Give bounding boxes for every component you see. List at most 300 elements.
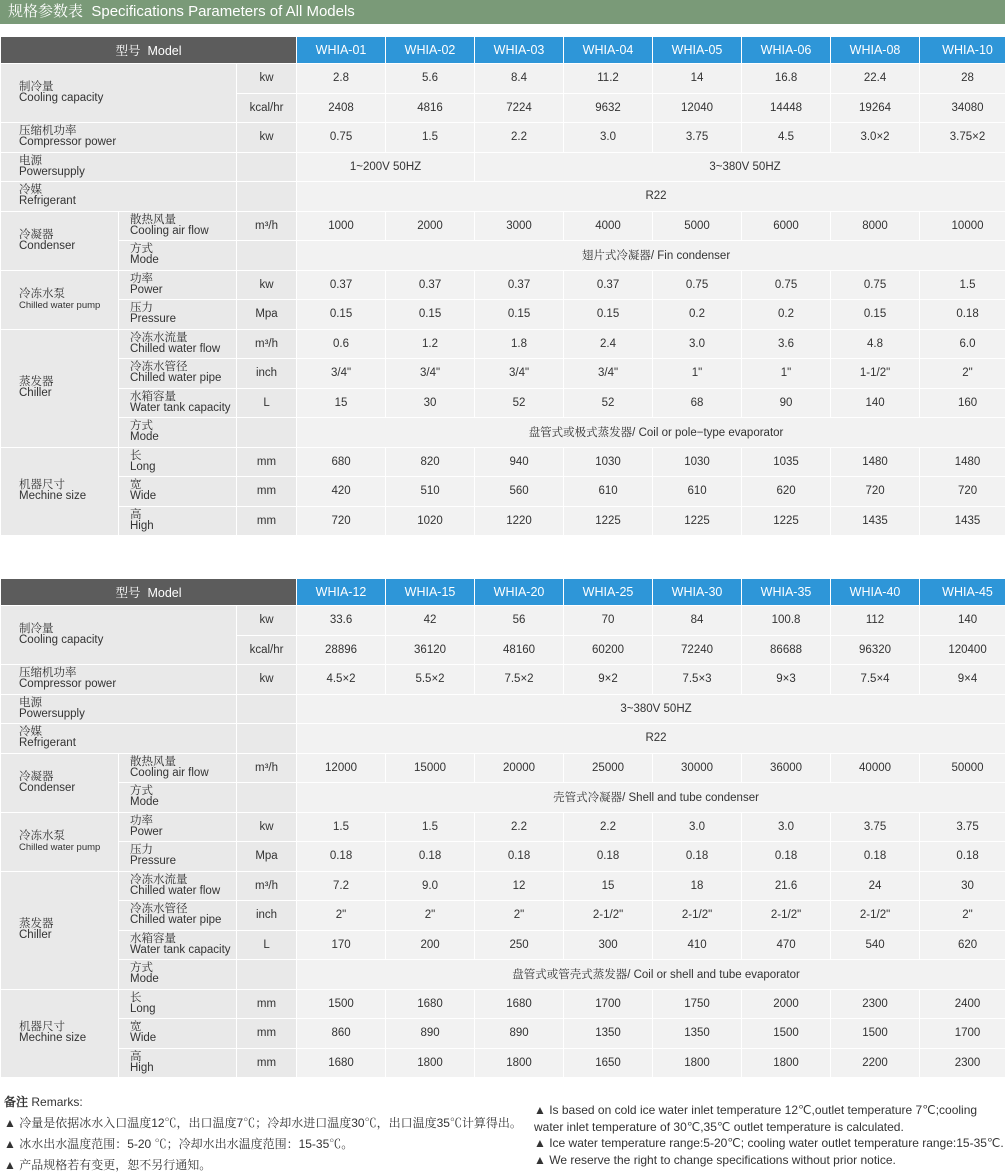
table-cell: 1-1/2" [831, 359, 920, 389]
table-cell: 7.5×3 [653, 665, 742, 695]
table-cell: 720 [920, 477, 1005, 507]
table-cell: 16.8 [742, 64, 831, 94]
table-cell: 1500 [742, 1019, 831, 1049]
refrigerant-cell: R22 [297, 182, 1005, 212]
table-cell: 5.6 [386, 64, 475, 94]
table-cell: 0.6 [297, 329, 386, 359]
sub-label-water-flow: 冷冻水流量 Chilled water flow [119, 871, 237, 901]
table-cell: 1500 [831, 1019, 920, 1049]
page-banner [0, 0, 1005, 24]
table-cell: 0.15 [475, 300, 564, 330]
model-header: WHIA-02 [386, 37, 475, 64]
table-cell: 2.4 [564, 329, 653, 359]
table-cell: 2.2 [475, 812, 564, 842]
table-cell: 7.2 [297, 871, 386, 901]
sub-label-wide: 宽 Wide [119, 1019, 237, 1049]
unit-cell: m³/h [237, 329, 297, 359]
table-cell: 890 [386, 1019, 475, 1049]
row-label-condenser: 冷凝器 Condenser [1, 211, 119, 270]
sub-label-water-flow: 冷冻水流量 Chilled water flow [119, 329, 237, 359]
model-header-label: 型号 Model [1, 579, 297, 606]
table-cell: 30 [386, 388, 475, 418]
row-label-compressor-power: 压缩机功率 Compressor power [1, 665, 237, 695]
table-cell: 52 [564, 388, 653, 418]
table-cell: 4000 [564, 211, 653, 241]
table-cell: 0.18 [920, 842, 1005, 872]
unit-cell: m³/h [237, 211, 297, 241]
table-cell: 3.75 [920, 812, 1005, 842]
sub-label-pressure: 压力 Pressure [119, 300, 237, 330]
table-cell: 0.37 [386, 270, 475, 300]
table-cell: 1350 [653, 1019, 742, 1049]
table-cell: 0.2 [653, 300, 742, 330]
table-cell: 1350 [564, 1019, 653, 1049]
unit-cell: m³/h [237, 753, 297, 783]
power-supply-cell: 3~380V 50HZ [297, 694, 1005, 724]
table-cell: 36000 [742, 753, 831, 783]
remark-line: ▲ 产品规格若有变更，恕不另行通知。 [4, 1158, 212, 1172]
sub-label-mode: 方式 Mode [119, 241, 237, 271]
table-cell: 72240 [653, 635, 742, 665]
table-cell: 3/4" [564, 359, 653, 389]
sub-label-mode: 方式 Mode [119, 960, 237, 990]
sub-label-tank: 水箱容量 Water tank capacity [119, 930, 237, 960]
sub-label-water-pipe: 冷冻水管径 Chilled water pipe [119, 359, 237, 389]
table-cell: 1225 [742, 506, 831, 536]
table-cell: 0.15 [564, 300, 653, 330]
table-cell: 1680 [475, 989, 564, 1019]
table-cell: 0.18 [831, 842, 920, 872]
table-cell: 620 [742, 477, 831, 507]
table-cell: 5.5×2 [386, 665, 475, 695]
unit-cell: kw [237, 270, 297, 300]
table-cell: 0.15 [297, 300, 386, 330]
table-cell: 2000 [386, 211, 475, 241]
unit-cell [237, 152, 297, 182]
remark-line: ▲ 冷量是依据冰水入口温度12℃，出口温度7℃；冷却水进口温度30℃，出口温度35℃计算得出。 [4, 1116, 522, 1130]
sub-label-tank: 水箱容量 Water tank capacity [119, 388, 237, 418]
table-cell: 3.0×2 [831, 123, 920, 153]
table-cell: 1800 [386, 1048, 475, 1078]
table-cell: 15 [564, 871, 653, 901]
table-cell: 86688 [742, 635, 831, 665]
spec-table-1 [0, 36, 1005, 536]
table-cell: 0.75 [297, 123, 386, 153]
table-cell: 7.5×4 [831, 665, 920, 695]
table-cell: 2" [386, 901, 475, 931]
table-cell: 8000 [831, 211, 920, 241]
table-cell: 1.5 [386, 812, 475, 842]
table-cell: 1" [653, 359, 742, 389]
table-cell: 33.6 [297, 606, 386, 636]
table-cell: 1.5 [920, 270, 1005, 300]
refrigerant-cell: R22 [297, 724, 1005, 754]
table-cell: 10000 [920, 211, 1005, 241]
table-cell: 510 [386, 477, 475, 507]
table-cell: 3.6 [742, 329, 831, 359]
unit-cell: L [237, 930, 297, 960]
table-cell: 84 [653, 606, 742, 636]
table-cell: 1650 [564, 1048, 653, 1078]
table-cell: 2-1/2" [564, 901, 653, 931]
row-label-cooling-capacity: 制冷量 Cooling capacity [1, 606, 237, 665]
table-cell: 22.4 [831, 64, 920, 94]
sub-label-power: 功率 Power [119, 270, 237, 300]
table-cell: 1220 [475, 506, 564, 536]
row-label-chiller: 蒸发器 Chiller [1, 329, 119, 447]
table-cell: 0.37 [564, 270, 653, 300]
table-cell: 96320 [831, 635, 920, 665]
sub-label-air-flow: 散热风量 Cooling air flow [119, 211, 237, 241]
table-cell: 0.18 [920, 300, 1005, 330]
unit-cell: kw [237, 64, 297, 94]
table-cell: 3.0 [742, 812, 831, 842]
table-cell: 860 [297, 1019, 386, 1049]
table-cell: 5000 [653, 211, 742, 241]
sub-label-power: 功率 Power [119, 812, 237, 842]
remark-line: water inlet temperature of 30℃,35℃ outlet temperature is calculated. [534, 1119, 904, 1134]
table-cell: 170 [297, 930, 386, 960]
table-cell: 1680 [386, 989, 475, 1019]
model-header: WHIA-20 [475, 579, 564, 606]
model-header: WHIA-30 [653, 579, 742, 606]
sub-label-mode: 方式 Mode [119, 783, 237, 813]
spec-table-2 [0, 578, 1005, 1078]
table-cell: 7.5×2 [475, 665, 564, 695]
unit-cell: mm [237, 477, 297, 507]
remarks-en [534, 1102, 1004, 1168]
table-cell: 160 [920, 388, 1005, 418]
table-cell: 0.37 [297, 270, 386, 300]
table-cell: 30000 [653, 753, 742, 783]
model-header: WHIA-08 [831, 37, 920, 64]
table-cell: 112 [831, 606, 920, 636]
table-cell: 610 [564, 477, 653, 507]
model-header: WHIA-10 [920, 37, 1005, 64]
remark-line: ▲ Is based on cold ice water inlet temperature 12℃,outlet temperature 7℃;cooling [534, 1103, 978, 1117]
table-cell: 2.2 [475, 123, 564, 153]
model-header: WHIA-25 [564, 579, 653, 606]
table-cell: 20000 [475, 753, 564, 783]
power-supply-cell: 3~380V 50HZ [475, 152, 1005, 182]
model-header: WHIA-05 [653, 37, 742, 64]
table-cell: 21.6 [742, 871, 831, 901]
row-label-chiller: 蒸发器 Chiller [1, 871, 119, 989]
table-cell: 1750 [653, 989, 742, 1019]
table-cell: 2408 [297, 93, 386, 123]
table-cell: 2.2 [564, 812, 653, 842]
table-cell: 3/4" [475, 359, 564, 389]
table-cell: 50000 [920, 753, 1005, 783]
table-cell: 0.18 [653, 842, 742, 872]
table-cell: 34080 [920, 93, 1005, 123]
table-cell: 0.75 [653, 270, 742, 300]
table-cell: 18 [653, 871, 742, 901]
table-cell: 4816 [386, 93, 475, 123]
table-cell: 140 [920, 606, 1005, 636]
chiller-mode-cell: 盘管式或极式蒸发器/ Coil or pole−type evaporator [297, 418, 1005, 448]
table-cell: 1800 [653, 1048, 742, 1078]
table-cell: 19264 [831, 93, 920, 123]
table-cell: 52 [475, 388, 564, 418]
table-cell: 2.8 [297, 64, 386, 94]
table-cell: 24 [831, 871, 920, 901]
unit-cell: mm [237, 447, 297, 477]
unit-cell [237, 418, 297, 448]
table-cell: 2300 [831, 989, 920, 1019]
table-cell: 4.5×2 [297, 665, 386, 695]
table-cell: 1225 [653, 506, 742, 536]
table-cell: 2000 [742, 989, 831, 1019]
row-label-power-supply: 电源 Powersupply [1, 152, 237, 182]
banner-title-en: Specifications Parameters of All Models [91, 3, 355, 20]
model-header: WHIA-35 [742, 579, 831, 606]
table-cell: 28 [920, 64, 1005, 94]
table-cell: 250 [475, 930, 564, 960]
table-cell: 12000 [297, 753, 386, 783]
table-cell: 1020 [386, 506, 475, 536]
unit-cell: mm [237, 1019, 297, 1049]
table-cell: 2300 [920, 1048, 1005, 1078]
table-cell: 42 [386, 606, 475, 636]
table-cell: 2200 [831, 1048, 920, 1078]
model-header-label: 型号 Model [1, 37, 297, 64]
table-cell: 11.2 [564, 64, 653, 94]
model-header: WHIA-40 [831, 579, 920, 606]
table-cell: 1800 [475, 1048, 564, 1078]
table-cell: 680 [297, 447, 386, 477]
table-cell: 0.18 [742, 842, 831, 872]
row-label-pump: 冷冻水泵 Chilled water pump [1, 812, 119, 871]
table-cell: 6000 [742, 211, 831, 241]
row-label-size: 机器尺寸 Mechine size [1, 989, 119, 1078]
table-cell: 2" [920, 901, 1005, 931]
table-cell: 1225 [564, 506, 653, 536]
table-cell: 3.75 [653, 123, 742, 153]
unit-cell [237, 724, 297, 754]
table-cell: 540 [831, 930, 920, 960]
table-cell: 3.75×2 [920, 123, 1005, 153]
table-cell: 15 [297, 388, 386, 418]
row-label-size: 机器尺寸 Mechine size [1, 447, 119, 536]
remark-line: ▲ 冰水出水温度范围：5-20 ℃；冷却水出水温度范围：15-35℃。 [4, 1137, 354, 1151]
table-cell: 1.8 [475, 329, 564, 359]
table-cell: 3/4" [386, 359, 475, 389]
unit-cell: kw [237, 606, 297, 636]
table-cell: 1030 [653, 447, 742, 477]
table-cell: 2-1/2" [742, 901, 831, 931]
model-header: WHIA-04 [564, 37, 653, 64]
table-cell: 68 [653, 388, 742, 418]
table-cell: 1480 [920, 447, 1005, 477]
table-cell: 560 [475, 477, 564, 507]
unit-cell: L [237, 388, 297, 418]
table-cell: 9.0 [386, 871, 475, 901]
table-cell: 3.0 [653, 329, 742, 359]
table-cell: 1.5 [297, 812, 386, 842]
table-cell: 1500 [297, 989, 386, 1019]
table-cell: 0.15 [831, 300, 920, 330]
table-cell: 15000 [386, 753, 475, 783]
sub-label-long: 长 Long [119, 989, 237, 1019]
model-header: WHIA-45 [920, 579, 1005, 606]
table-cell: 1.5 [386, 123, 475, 153]
table-cell: 8.4 [475, 64, 564, 94]
table-cell: 0.37 [475, 270, 564, 300]
table-cell: 300 [564, 930, 653, 960]
row-label-pump: 冷冻水泵 Chilled water pump [1, 270, 119, 329]
table-cell: 890 [475, 1019, 564, 1049]
table-cell: 9×3 [742, 665, 831, 695]
unit-cell: kw [237, 665, 297, 695]
sub-label-mode: 方式 Mode [119, 418, 237, 448]
unit-cell [237, 960, 297, 990]
table-cell: 1" [742, 359, 831, 389]
table-cell: 1000 [297, 211, 386, 241]
table-cell: 90 [742, 388, 831, 418]
table-cell: 2400 [920, 989, 1005, 1019]
table-cell: 0.18 [564, 842, 653, 872]
table-cell: 40000 [831, 753, 920, 783]
remark-line: ▲ Ice water temperature range:5-20℃; cooling water outlet temperature range:15-35℃. [534, 1136, 1004, 1150]
table-cell: 2-1/2" [653, 901, 742, 931]
table-cell: 9632 [564, 93, 653, 123]
row-label-cooling-capacity: 制冷量 Cooling capacity [1, 64, 237, 123]
table-cell: 820 [386, 447, 475, 477]
unit-cell: inch [237, 901, 297, 931]
table-cell: 610 [653, 477, 742, 507]
unit-cell: kw [237, 812, 297, 842]
sub-label-high: 高 High [119, 1048, 237, 1078]
table-cell: 4.5 [742, 123, 831, 153]
table-cell: 0.75 [831, 270, 920, 300]
table-cell: 14 [653, 64, 742, 94]
unit-cell [237, 783, 297, 813]
table-cell: 3.0 [653, 812, 742, 842]
unit-cell: kcal/hr [237, 635, 297, 665]
table-cell: 2-1/2" [831, 901, 920, 931]
table-cell: 1480 [831, 447, 920, 477]
table-cell: 1030 [564, 447, 653, 477]
table-cell: 3000 [475, 211, 564, 241]
table-cell: 30 [920, 871, 1005, 901]
remarks-title: 备注 Remarks: [4, 1095, 83, 1109]
sub-label-wide: 宽 Wide [119, 477, 237, 507]
row-label-condenser: 冷凝器 Condenser [1, 753, 119, 812]
table-cell: 2" [920, 359, 1005, 389]
row-label-compressor-power: 压缩机功率 Compressor power [1, 123, 237, 153]
power-supply-cell: 1~200V 50HZ [297, 152, 475, 182]
table-cell: 2" [297, 901, 386, 931]
unit-cell: Mpa [237, 300, 297, 330]
model-header: WHIA-01 [297, 37, 386, 64]
table-cell: 470 [742, 930, 831, 960]
model-header: WHIA-06 [742, 37, 831, 64]
table-cell: 0.18 [386, 842, 475, 872]
model-header: WHIA-03 [475, 37, 564, 64]
unit-cell [237, 694, 297, 724]
unit-cell: inch [237, 359, 297, 389]
unit-cell: mm [237, 1048, 297, 1078]
unit-cell [237, 241, 297, 271]
table-cell: 14448 [742, 93, 831, 123]
table-cell: 3.75 [831, 812, 920, 842]
table-cell: 1435 [920, 506, 1005, 536]
unit-cell: kcal/hr [237, 93, 297, 123]
sub-label-pressure: 压力 Pressure [119, 842, 237, 872]
table-cell: 1700 [564, 989, 653, 1019]
table-cell: 4.8 [831, 329, 920, 359]
row-label-refrigerant: 冷媒 Refrigerant [1, 182, 237, 212]
unit-cell: Mpa [237, 842, 297, 872]
unit-cell: m³/h [237, 871, 297, 901]
table-cell: 9×4 [920, 665, 1005, 695]
chiller-mode-cell: 盘管式或管壳式蒸发器/ Coil or shell and tube evaporator [297, 960, 1005, 990]
table-cell: 620 [920, 930, 1005, 960]
table-cell: 1800 [742, 1048, 831, 1078]
table-cell: 410 [653, 930, 742, 960]
table-cell: 12040 [653, 93, 742, 123]
table-cell: 6.0 [920, 329, 1005, 359]
table-cell: 420 [297, 477, 386, 507]
table-cell: 1435 [831, 506, 920, 536]
unit-cell: mm [237, 989, 297, 1019]
sub-label-air-flow: 散热风量 Cooling air flow [119, 753, 237, 783]
banner-title-cn: 规格参数表 [8, 3, 84, 20]
table-cell: 140 [831, 388, 920, 418]
row-label-power-supply: 电源 Powersupply [1, 694, 237, 724]
unit-cell: kw [237, 123, 297, 153]
table-cell: 0.75 [742, 270, 831, 300]
table-cell: 60200 [564, 635, 653, 665]
table-cell: 720 [297, 506, 386, 536]
table-cell: 940 [475, 447, 564, 477]
table-cell: 0.18 [297, 842, 386, 872]
row-label-refrigerant: 冷媒 Refrigerant [1, 724, 237, 754]
table-cell: 2" [475, 901, 564, 931]
table-cell: 1.2 [386, 329, 475, 359]
sub-label-water-pipe: 冷冻水管径 Chilled water pipe [119, 901, 237, 931]
table-cell: 0.15 [386, 300, 475, 330]
unit-cell [237, 182, 297, 212]
table-cell: 9×2 [564, 665, 653, 695]
table-cell: 12 [475, 871, 564, 901]
table-cell: 70 [564, 606, 653, 636]
sub-label-high: 高 High [119, 506, 237, 536]
table-cell: 56 [475, 606, 564, 636]
table-cell: 28896 [297, 635, 386, 665]
table-cell: 1680 [297, 1048, 386, 1078]
table-cell: 720 [831, 477, 920, 507]
table-cell: 0.2 [742, 300, 831, 330]
remark-line: ▲ We reserve the right to change specifications without prior notice. [534, 1152, 896, 1167]
condenser-mode-cell: 翅片式冷凝器/ Fin condenser [297, 241, 1005, 271]
table-cell: 100.8 [742, 606, 831, 636]
table-cell: 1035 [742, 447, 831, 477]
table-cell: 7224 [475, 93, 564, 123]
table-cell: 3/4" [297, 359, 386, 389]
table-cell: 3.0 [564, 123, 653, 153]
condenser-mode-cell: 壳管式冷凝器/ Shell and tube condenser [297, 783, 1005, 813]
table-cell: 36120 [386, 635, 475, 665]
table-cell: 1700 [920, 1019, 1005, 1049]
sub-label-long: 长 Long [119, 447, 237, 477]
table-cell: 120400 [920, 635, 1005, 665]
unit-cell: mm [237, 506, 297, 536]
table-cell: 0.18 [475, 842, 564, 872]
model-header: WHIA-12 [297, 579, 386, 606]
table-cell: 25000 [564, 753, 653, 783]
